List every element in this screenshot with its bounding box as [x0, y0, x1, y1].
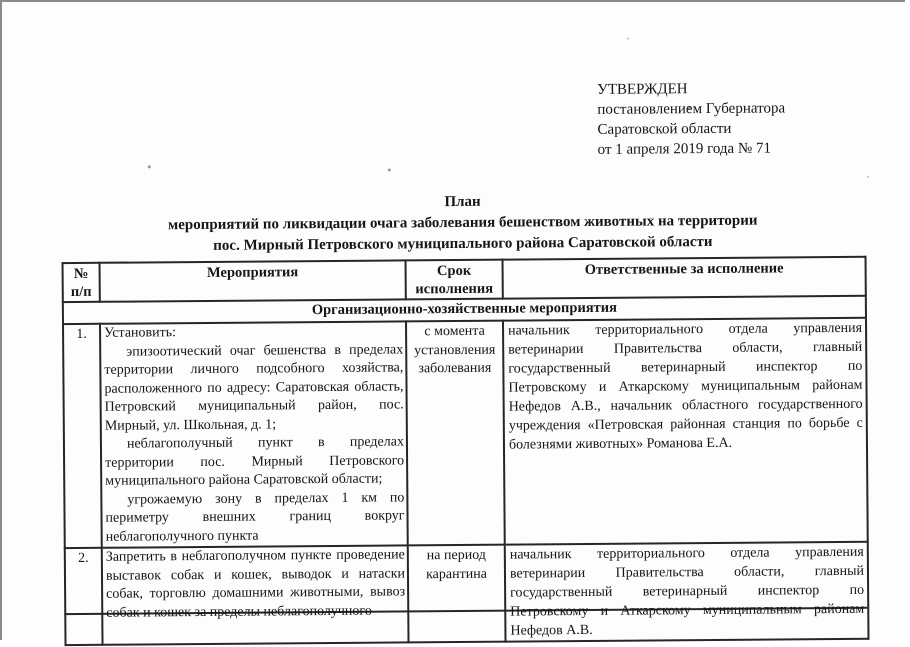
header-num-line-2: п/п [70, 283, 92, 301]
approval-line-region: Саратовской области [597, 120, 732, 138]
approval-line-date-number: от 1 апреля 2019 года № 71 [597, 140, 772, 158]
table-row-2 [65, 542, 869, 645]
title-line-1: План [444, 193, 481, 211]
plan-table [62, 256, 870, 646]
scan-speck [867, 176, 869, 178]
term-cell: с момента установления заболевания [406, 321, 505, 546]
measure-paragraph: Запретить в неблагополучном пункте проведение выставок собак и кошек, выводок и натаски собак, торговлю домашними животными, вывоз собак и кошек за пределы неблагополучного [105, 547, 406, 621]
header-term-line-1: Срок [436, 262, 472, 280]
scan-speck [388, 168, 391, 171]
header-num [63, 263, 100, 302]
responsible-cell: начальник территориального отдела управления ветеринарии Правительства области, главный государственный ветеринарный инспектор по Петровскому и Аткарскому муниципальным районам Нефедов А.В. [505, 542, 869, 642]
row-number: 2. [65, 548, 103, 645]
approval-block [597, 78, 785, 159]
approval-line-decree: постановлением Губернатора [597, 100, 786, 118]
measures-cell [102, 545, 409, 644]
measure-paragraph: Установить: [104, 325, 177, 341]
measures-cell [100, 321, 408, 547]
header-measures: Мероприятия [100, 260, 406, 301]
title-line-3: пос. Мирный Петровского муниципального района Саратовской области [213, 233, 713, 254]
approval-line-status: УТВЕРЖДЕН [597, 81, 688, 98]
scan-speck [627, 38, 629, 40]
header-term [406, 260, 503, 300]
responsible-cell: начальник территориального отдела управления ветеринарии Правительства области, главный государственный ветеринарный инспектор по Петровскому и Аткарскому муниципальным районам Нефедов А.В., начальник областного государственного учреждения «Петровская районная станция по борьбе с болезнями животных» Романова Е.А. [503, 318, 868, 545]
document-title [61, 189, 864, 258]
measure-paragraph: эпизоотический очаг бешенства в пределах территории личного подсобного хозяйства, расположенного по адресу: Саратовская область, Петровский муниципальный район, пос. Мирный, ул. Школьная, д. 1; [104, 341, 404, 434]
measure-paragraph: неблагополучный пункт в пределах территории пос. Мирный Петровского муниципального района Саратовской области; [105, 434, 405, 489]
table-row-1 [63, 318, 868, 548]
scan-speck [148, 165, 151, 168]
measure-paragraph: угрожаемую зону в пределах 1 км по периметру внешних границ вокруг неблагополучного пункта [105, 489, 405, 545]
title-line-2: мероприятий по ликвидации очага заболевания бешенством животных на территории [167, 212, 758, 234]
header-num-line-1: № [73, 265, 89, 282]
table-header-row [63, 257, 866, 302]
header-responsible: Ответственные за исполнение [503, 257, 866, 299]
section-title: Организационно-хозяйственные мероприятия [63, 296, 866, 324]
term-cell: на период карантина [408, 545, 506, 643]
header-term-line-2: исполнения [415, 280, 494, 298]
plan-table-clip [62, 256, 868, 639]
row-number: 1. [63, 324, 102, 548]
